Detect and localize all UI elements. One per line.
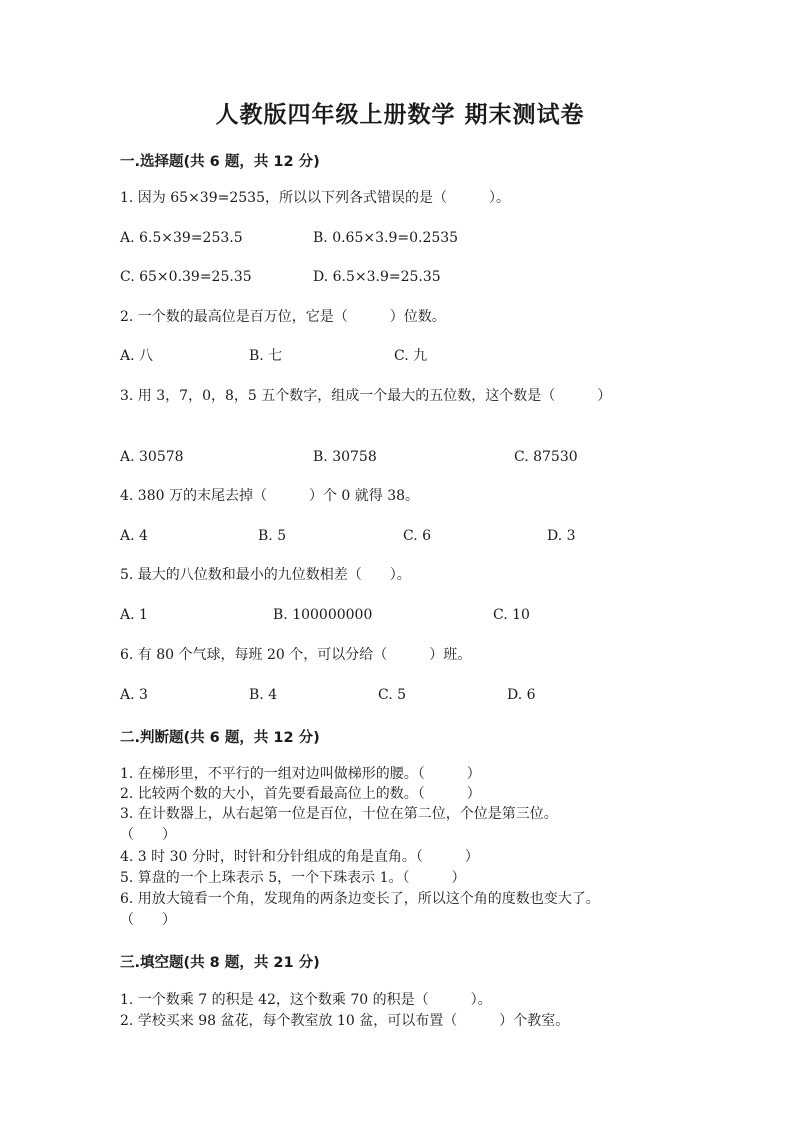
page-title: 人教版四年级上册数学 期末测试卷	[215, 102, 585, 128]
question-2-stem: 2. 一个数的最高位是百万位，它是（ ）位数。	[120, 309, 446, 325]
question-6-option-b: B. 4	[249, 687, 278, 703]
question-1-stem: 1. 因为 65×39=2535，所以以下列各式错误的是（ ）。	[120, 190, 510, 206]
true-false-line-4: 4. 3 时 30 分时，时针和分针组成的角是直角。（ ）	[120, 849, 479, 865]
question-3-stem: 3. 用 3，7，0，8，5 五个数字，组成一个最大的五位数，这个数是（ ）	[120, 388, 612, 404]
true-false-line-6: 6. 用放大镜看一个角，发现角的两条边变长了，所以这个角的度数也变大了。	[120, 891, 600, 907]
question-5-option-c: C. 10	[493, 607, 530, 623]
question-2-option-a: A. 八	[120, 348, 154, 364]
question-4-stem: 4. 380 万的末尾去掉（ ）个 0 就得 38。	[120, 488, 420, 504]
question-4-option-b: B. 5	[258, 528, 287, 544]
question-2-option-c: C. 九	[394, 348, 428, 364]
question-1-option-a: A. 6.5×39=253.5	[120, 230, 243, 246]
question-6-stem: 6. 有 80 个气球，每班 20 个，可以分给（ ）班。	[120, 647, 472, 663]
true-false-line-1: 1. 在梯形里，不平行的一组对边叫做梯形的腰。（ ）	[120, 766, 481, 782]
question-4-option-c: C. 6	[403, 528, 432, 544]
section-heading-true-false: 二.判断题(共 6 题，共 12 分)	[120, 730, 320, 746]
question-6-option-d: D. 6	[507, 687, 536, 703]
question-3-option-b: B. 30758	[313, 449, 377, 465]
true-false-line-2: 2. 比较两个数的大小，首先要看最高位上的数。（ ）	[120, 786, 481, 802]
question-1-option-c: C. 65×0.39=25.35	[120, 269, 252, 285]
question-2-option-b: B. 七	[249, 348, 283, 364]
question-6-option-a: A. 3	[120, 687, 148, 703]
fill-blank-line-2: 2. 学校买来 98 盆花，每个教室放 10 盆，可以布置（ ）个教室。	[120, 1013, 570, 1029]
question-1-option-b: B. 0.65×3.9=0.2535	[313, 230, 459, 246]
true-false-line-6-paren: （ ）	[120, 912, 176, 928]
question-3-option-a: A. 30578	[120, 449, 184, 465]
question-3-option-c: C. 87530	[514, 449, 578, 465]
question-4-option-a: A. 4	[120, 528, 148, 544]
true-false-line-5: 5. 算盘的一个上珠表示 5，一个下珠表示 1。（ ）	[120, 870, 466, 886]
question-4-option-d: D. 3	[547, 528, 576, 544]
section-heading-fill-blank: 三.填空题(共 8 题，共 21 分)	[120, 955, 320, 971]
question-5-option-a: A. 1	[120, 607, 148, 623]
question-6-option-c: C. 5	[378, 687, 407, 703]
true-false-line-3: 3. 在计数器上，从右起第一位是百位，十位在第二位，个位是第三位。	[120, 806, 558, 822]
fill-blank-line-1: 1. 一个数乘 7 的积是 42，这个数乘 70 的积是（ ）。	[120, 992, 492, 1008]
question-5-stem: 5. 最大的八位数和最小的九位数相差（ ）。	[120, 567, 411, 583]
question-5-option-b: B. 100000000	[273, 607, 373, 623]
true-false-line-3-paren: （ ）	[120, 827, 176, 843]
section-heading-choice: 一.选择题(共 6 题，共 12 分)	[120, 154, 320, 170]
question-1-option-d: D. 6.5×3.9=25.35	[313, 269, 441, 285]
